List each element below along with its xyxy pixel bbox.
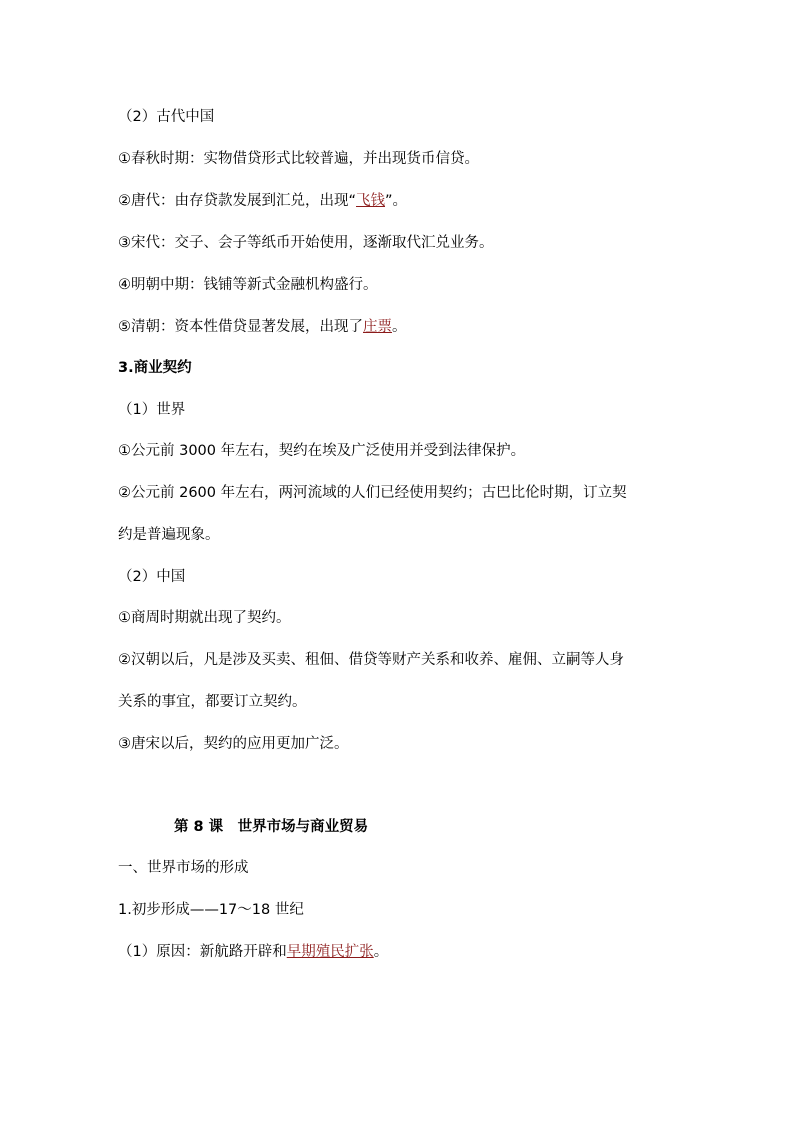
subheading-world: （1）世界	[118, 402, 186, 418]
subheading-ancient-china: （2）古代中国	[118, 109, 215, 125]
highlighted-term: 庄票	[363, 319, 392, 335]
text-segment: ②唐代：由存贷款发展到汇兑，出现“	[118, 193, 357, 209]
list-item: ④明朝中期：钱铺等新式金融机构盛行。	[118, 277, 378, 293]
list-item: ②公元前 2600 年左右，两河流域的人们已经使用契约；古巴比伦时期，订立契	[118, 485, 627, 501]
text-segment: ⑤清朝：资本性借贷显著发展，出现了	[118, 319, 363, 335]
section-heading: 一、世界市场的形成	[118, 860, 249, 876]
text-segment: 。	[392, 319, 407, 335]
list-item: ①公元前 3000 年左右，契约在埃及广泛使用并受到法律保护。	[118, 443, 526, 459]
list-item	[118, 191, 407, 211]
list-item-continuation: 关系的事宜，都要订立契约。	[118, 694, 307, 710]
text-segment: ”。	[385, 193, 408, 209]
list-item	[118, 317, 407, 337]
highlighted-term: 早期殖民扩张	[286, 944, 374, 960]
list-item: ③宋代：交子、会子等纸币开始使用，逐渐取代汇兑业务。	[118, 235, 494, 251]
list-item: ①春秋时期：实物借贷形式比较普遍，并出现货币信贷。	[118, 151, 479, 167]
text-segment: （1）原因：新航路开辟和	[118, 944, 287, 960]
list-item-continuation: 约是普遍现象。	[118, 527, 220, 543]
subsection-heading: 1.初步形成——17～18 世纪	[118, 902, 304, 918]
lesson-title: 第 8 课 世界市场与商业贸易	[174, 819, 369, 835]
text-segment: 。	[373, 944, 389, 960]
list-item	[118, 942, 388, 962]
list-item: ②汉朝以后，凡是涉及买卖、租佃、借贷等财产关系和收养、雇佣、立嗣等人身	[118, 652, 624, 668]
list-item: ③唐宋以后，契约的应用更加广泛。	[118, 736, 349, 752]
list-item: ①商周时期就出现了契约。	[118, 610, 291, 626]
section-heading: 3.商业契约	[118, 360, 192, 376]
highlighted-term: 飞钱	[356, 193, 386, 209]
subheading-china: （2）中国	[118, 569, 186, 585]
